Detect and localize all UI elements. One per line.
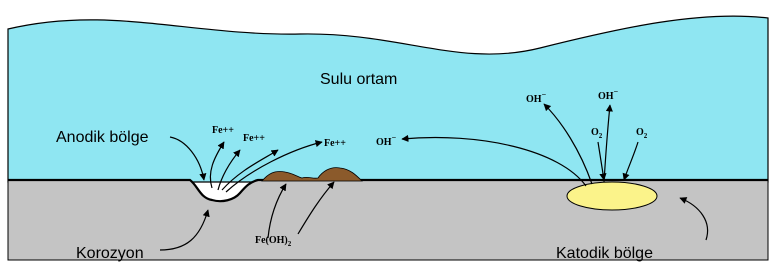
medium-label: Sulu ortam: [320, 71, 398, 88]
iron-ion-label-3: Fe++: [324, 138, 346, 149]
iron-ion-label-1: Fe++: [212, 125, 234, 136]
cathode-zone: [567, 182, 657, 210]
oxygen-2-base: O: [636, 127, 644, 138]
hydroxide-top-right-base: OH: [598, 91, 614, 102]
hydroxide-left-sup: −: [391, 133, 397, 142]
anodic-region-label: Anodik bölge: [56, 129, 149, 146]
oxygen-1-base: O: [591, 127, 599, 138]
iron-ion-label-2: Fe++: [243, 133, 265, 144]
hydroxide-top-right-sup: −: [613, 87, 619, 96]
corrosion-label: Korozyon: [76, 245, 144, 262]
hydroxide-top-left-sup: −: [541, 90, 547, 99]
oxygen-2-sub: 2: [643, 132, 648, 140]
iron-hydroxide-sub: 2: [287, 240, 292, 248]
hydroxide-top-left-base: OH: [526, 94, 542, 105]
oxygen-1-sub: 2: [598, 132, 603, 140]
hydroxide-left-base: OH: [376, 137, 392, 148]
water-region: [8, 16, 768, 182]
iron-hydroxide-base: Fe(OH): [255, 235, 288, 246]
cathodic-region-label: Katodik bölge: [556, 245, 653, 262]
